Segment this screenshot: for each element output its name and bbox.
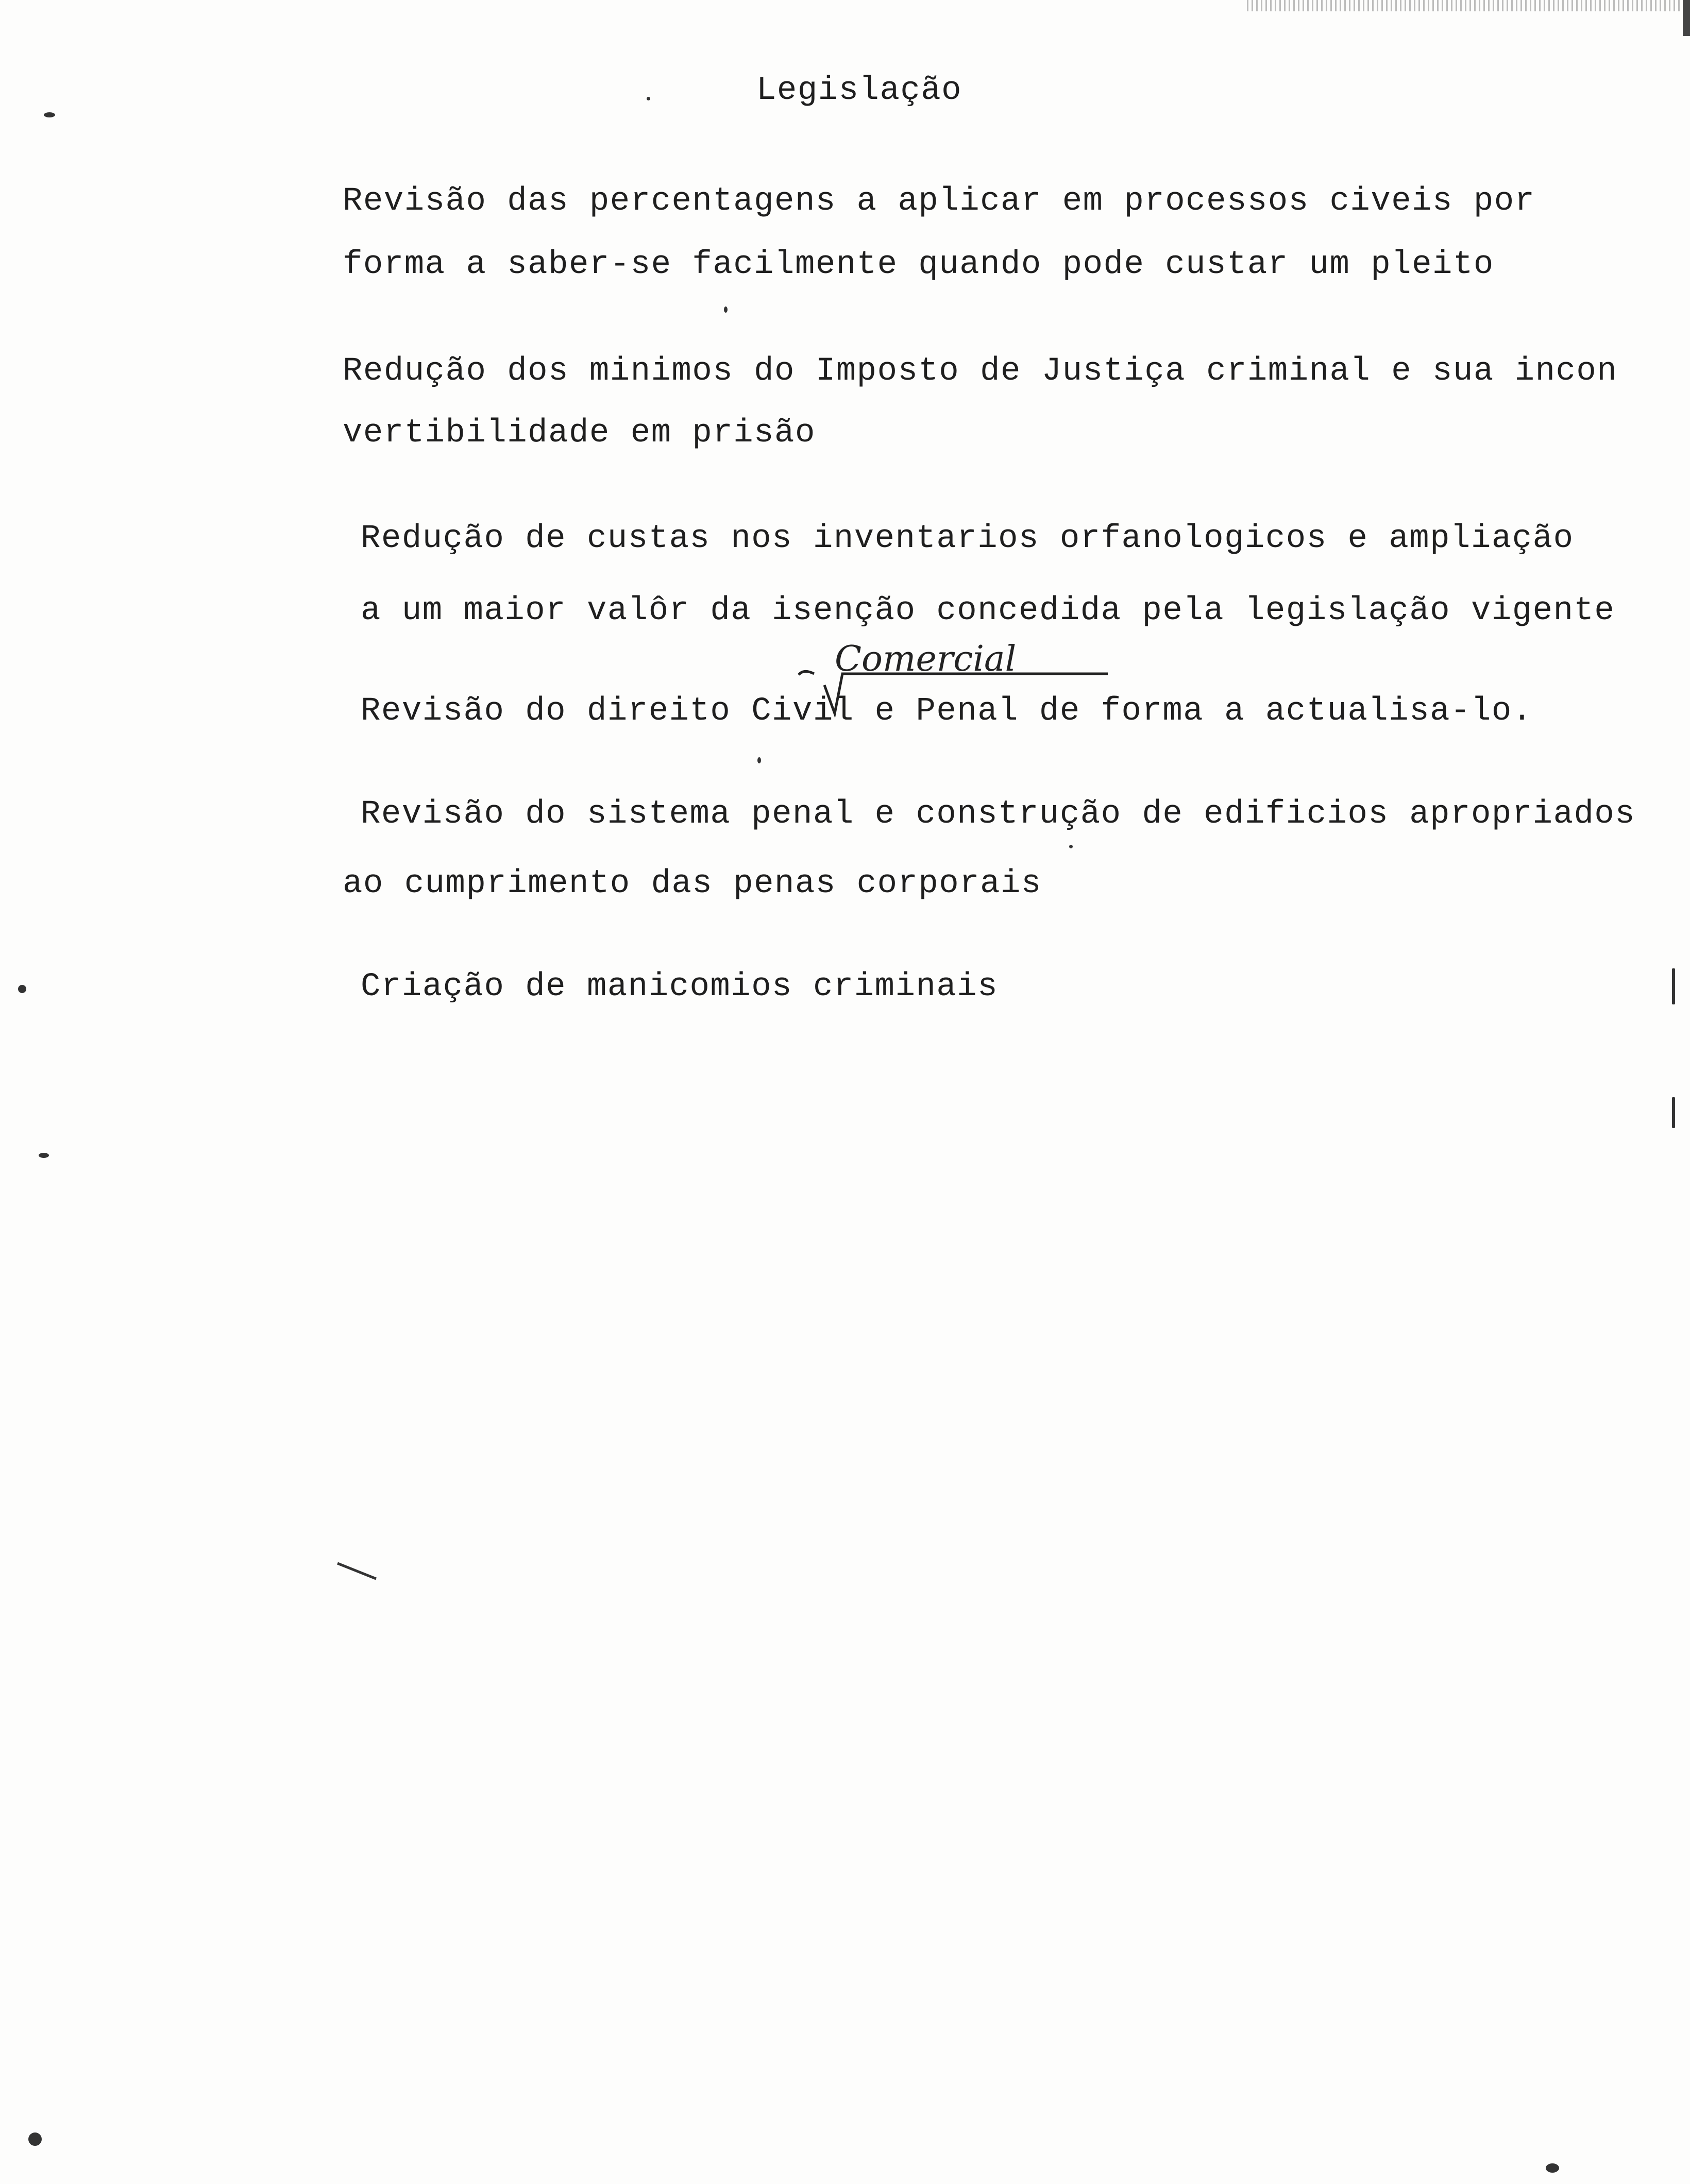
text-line: Redução de custas nos inventarios orfanologicos e ampliação bbox=[361, 520, 1574, 557]
scan-edge-top bbox=[1247, 0, 1690, 11]
text-line: forma a saber-se facilmente quando pode custar um pleito bbox=[343, 246, 1494, 283]
scan-edge-mark bbox=[1672, 968, 1675, 1004]
scan-mark bbox=[335, 1561, 381, 1581]
text-line: Criação de manicomios criminais bbox=[361, 968, 999, 1005]
scan-speck bbox=[724, 306, 728, 313]
scan-speck bbox=[757, 757, 761, 763]
scan-edge-corner bbox=[1683, 0, 1690, 36]
scan-speck bbox=[39, 1153, 49, 1158]
page-title: Legislação bbox=[756, 72, 962, 109]
scan-speck bbox=[28, 2132, 42, 2146]
scan-speck bbox=[1546, 2163, 1559, 2173]
text-line: Revisão das percentagens a aplicar em processos civeis por bbox=[343, 183, 1535, 220]
text-line: vertibilidade em prisão bbox=[343, 415, 816, 452]
text-line: Redução dos minimos do Imposto de Justiça criminal e sua incon bbox=[343, 353, 1618, 390]
text-line: ao cumprimento das penas corporais bbox=[343, 865, 1042, 902]
scan-speck bbox=[44, 112, 55, 117]
scan-speck bbox=[18, 985, 26, 993]
scan-speck bbox=[647, 97, 650, 100]
text-line: Revisão do sistema penal e construção de edificios apropriados bbox=[361, 796, 1636, 833]
text-line: Revisão do direito Civil e Penal de forma a actualisa-lo. bbox=[361, 693, 1533, 730]
scan-edge-mark bbox=[1672, 1097, 1675, 1128]
text-line: a um maior valôr da isenção concedida pela legislação vigente bbox=[361, 592, 1615, 629]
scan-speck bbox=[1069, 845, 1073, 848]
handwritten-insertion: Comercial bbox=[835, 639, 1017, 679]
